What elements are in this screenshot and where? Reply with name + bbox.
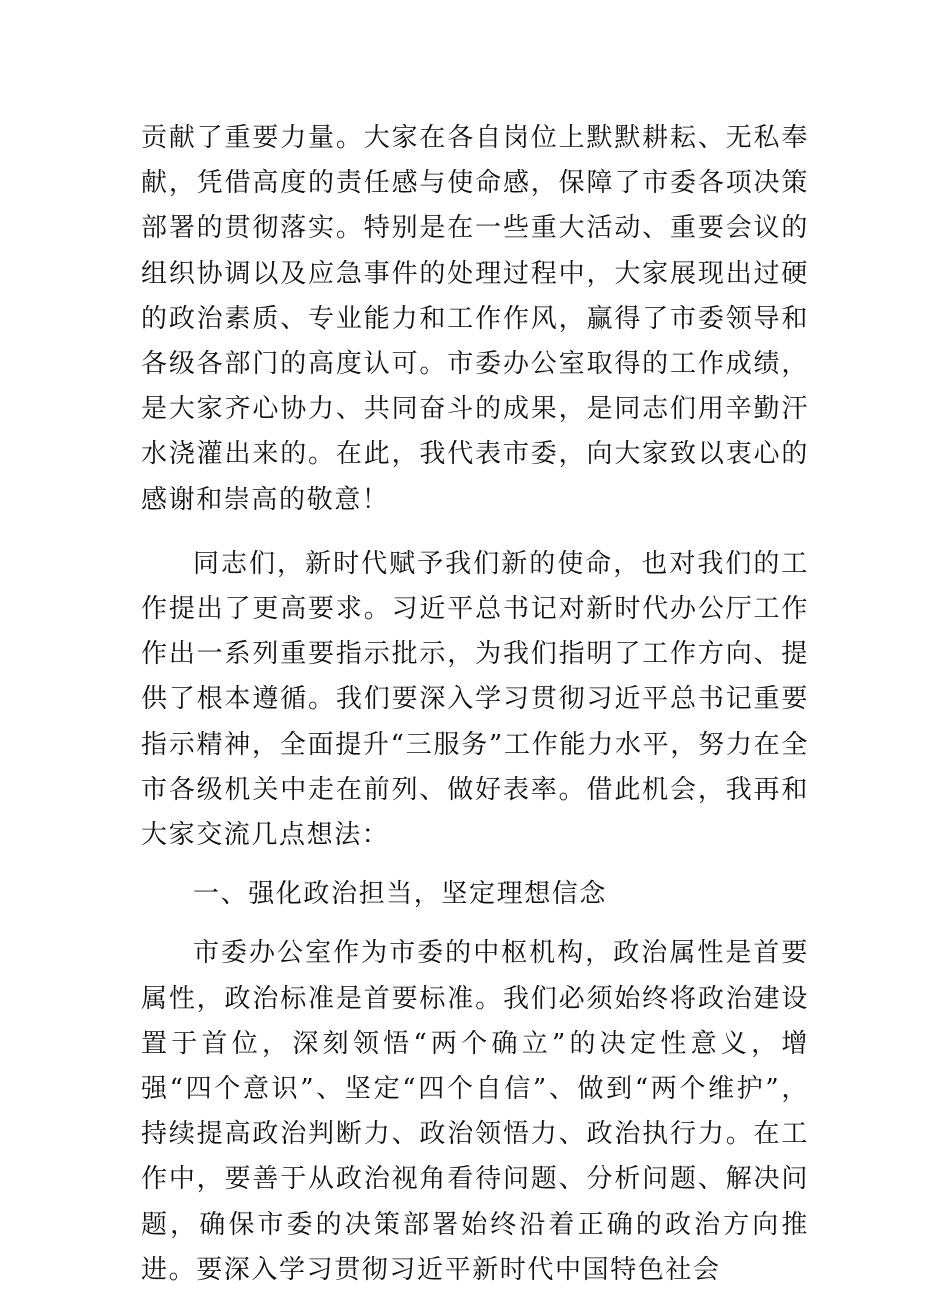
paragraph-political-role: 市委办公室作为市委的中枢机构，政治属性是首要属性，政治标准是首要标准。我们必须始终将政治建设置于首位，深刻领悟“两个确立”的决定性意义，增强“四个意识”、坚定“四个自信”、做到“两个维护”，持续提高政治判断力、政治领悟力、政治执行力。在工作中，要善于从政治视角看待问题、分析问题、解决问题，确保市委的决策部署始终沿着正确的政治方向推进。要深入学习贯彻习近平新时代中国特色社会 xyxy=(141,938,809,1285)
section-heading-1: 一、强化政治担当，坚定理想信念 xyxy=(193,879,608,910)
document-body xyxy=(141,116,809,1293)
paragraph-new-era: 同志们，新时代赋予我们新的使命，也对我们的工作提出了更高要求。习近平总书记对新时代办公厅工作作出一系列重要指示批示，为我们指明了工作方向、提供了根本遵循。我们要深入学习贯彻习近平总书记重要指示精神，全面提升“三服务”工作能力水平，努力在全市各级机关中走在前列、做好表率。借此机会，我再和大家交流几点想法： xyxy=(141,548,809,851)
paragraph-gratitude: 贡献了重要力量。大家在各自岗位上默默耕耘、无私奉献，凭借高度的责任感与使命感，保障了市委各项决策部署的贯彻落实。特别是在一些重大活动、重要会议的组织协调以及应急事件的处理过程中，大家展现出过硬的政治素质、专业能力和工作作风，赢得了市委领导和各级各部门的高度认可。市委办公室取得的工作成绩，是大家齐心协力、共同奋斗的成果，是同志们用辛勤汗水浇灌出来的。在此，我代表市委，向大家致以衷心的感谢和崇高的敬意！ xyxy=(141,123,809,515)
